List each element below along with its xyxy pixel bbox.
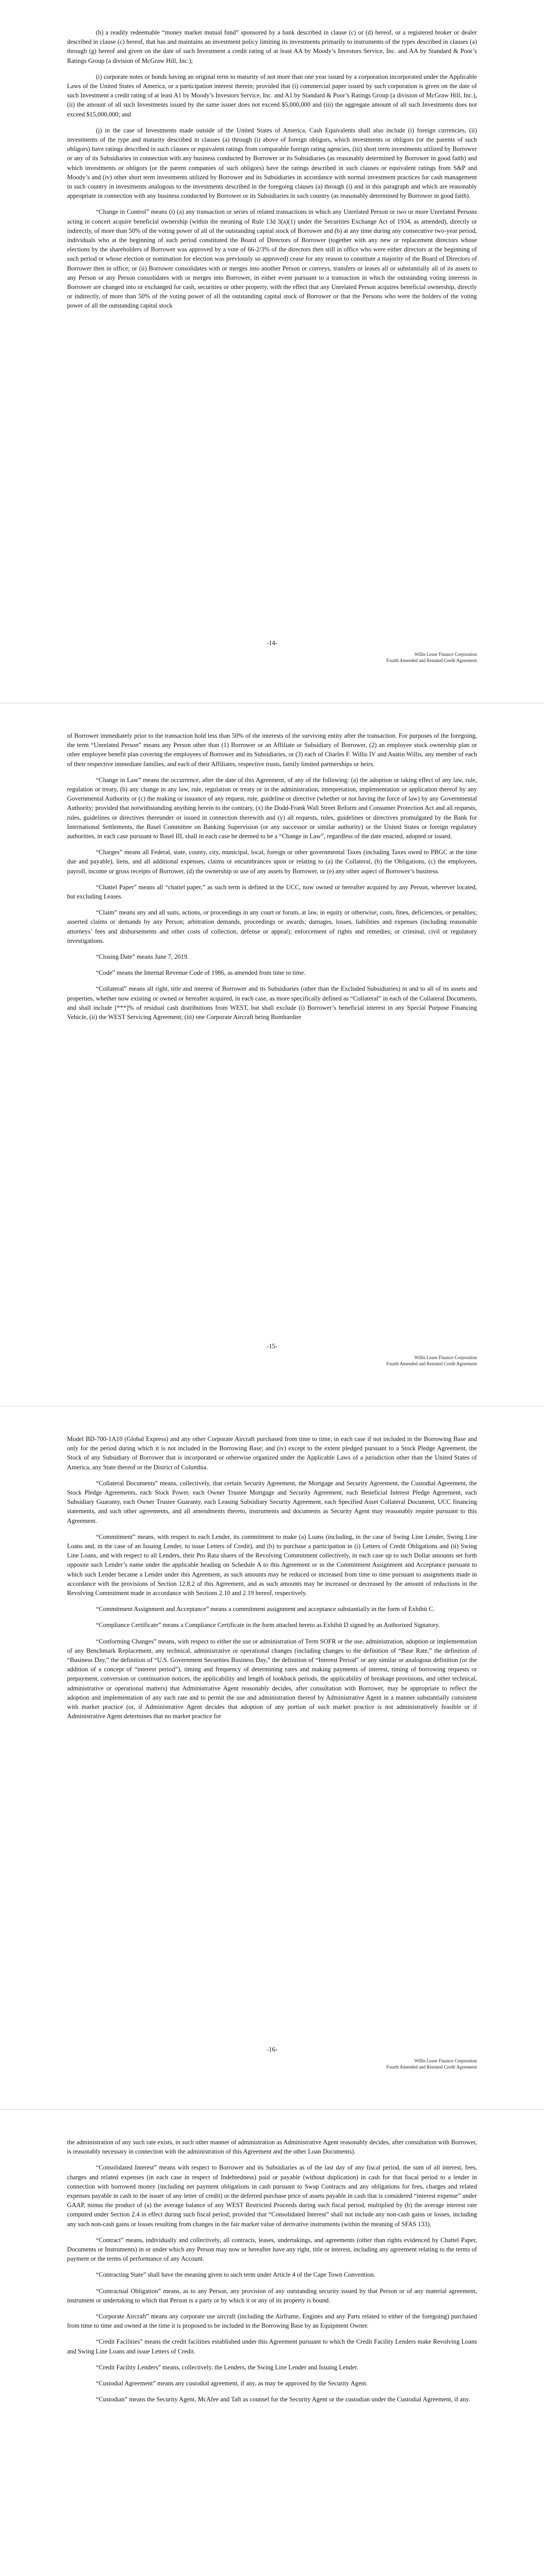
definition-contract: “Contract” means, individually and collectively, all contracts, leases, undertakings, and agreements (other than rights evidenced by Chattel Paper, Documents or Instruments) in or under which any Person may now or hereafter have any right, title or interest, including any agreement relating to the terms of payment or the terms of performance of any Account. — [67, 2236, 477, 2263]
definition-claim: “Claim” means any and all suits, actions, or proceedings in any court or forum, at law, in equity or otherwise; costs, fines, deficiencies, or penalties; asserted claims or demands by any Person; arbitration demands, proceedings or awards; damages, losses, liabilities and expenses (including reasonable attorneys’ fees and disbursements and other costs of collection, defense or appeal); enforcement of rights and remedies; or criminal, civil or regulatory investigations. — [67, 909, 477, 944]
definition-change-in-control-continued: of Borrower immediately prior to the transaction hold less than 50% of the interests of the surviving entity after the transaction. For purposes of the foregoing, the term “Unrelated Person” means any Person other than (1) Borrower or an Affiliate or Subsidiary of Borrower, (2) an employee stock ownership plan or other employee benefit plan covering the employees of Borrower and its Subsidiaries, or (3) each of Charles F. Willis IV and Austin Willis, any member of each of their respective immediate families, and each of their Affiliates, respective trusts, family limited partnerships or heirs. — [67, 732, 477, 768]
definition-contracting-state: “Contracting State” shall have the meaning given to such term under Article 4 of the Cape Town Convention. — [96, 2271, 375, 2279]
definition-collateral-documents: “Collateral Documents” means, collectively, that certain Security Agreement, the Mortgage and Security Agreement, the Custodial Agreement, the Stock Pledge Agreements, each Stock Power, each Owner Trustee Mortgage and Security Agreement, each Beneficial Interest Pledge Agreement, each Subsidiary Guaranty, each Owner Trustee Guaranty, each Leasing Subsidiary Security Agreement, each Specified Asset Collateral Document, UCC financing statements, and such other agreements, and all amendments thereto, instruments and documents as Security Agent may reasonably require pursuant to this Agreement. — [67, 1479, 477, 1524]
definition-custodial-agreement: “Custodial Agreement” means any custodial agreement, if any, as may be approved by the Security Agent. — [96, 2380, 368, 2387]
page-footer — [386, 1354, 477, 1367]
definition-closing-date: “Closing Date” means June 7, 2019. — [96, 953, 189, 961]
page-footer — [386, 2058, 477, 2070]
document-page-14 — [0, 0, 544, 703]
definition-contractual-obligation: “Contractual Obligation” means, as to any Person, any provision of any outstanding security issued by that Person or of any material agreement, instrument or undertaking to which that Person is a party or by which it or any of its property is bound. — [67, 2287, 477, 2304]
definition-commitment: “Commitment” means, with respect to each Lender, its commitment to make (a) Loans (including, in the case of Swing Line Lender, Swing Line Loans and, in the case of an Issuing Lender, to issue Letters of Credit), and (b) to purchase a participation in (i) Letters of Credit Obligations and (ii) Swing Line Loans, and with respect to all Lenders, their Pro Rata shares of the Revolving Commitment collectively, in each case up to such Dollar amounts set forth opposite such Lender’s name under the applicable heading on Schedule A to this Agreement or in the Commitment Assignment and Acceptance pursuant to which such Lender became a Lender under this Agreement, as such amounts may be reduced or increased from time to time pursuant to assignments made in accordance with the provisions of Section 12.8.2 of this Agreement, and as such amounts may be increased or decreased by the amount of reductions in the Revolving Commitment made in accordance with Sections 2.10 and 2.19 hereof, respectively. — [67, 1533, 477, 1597]
definition-conforming-changes-continued: the administration of any such rate exists, in such other manner of administration as Administrative Agent reasonably decides, after consultation with Borrower, is reasonably necessary in connection with the administration of this Agreement and the other Loan Documents). — [67, 2139, 477, 2156]
definition-collateral: “Collateral” means all right, title and interest of Borrower and its Subsidiaries (other than the Excluded Subsidiaries) in and to all of its assets and properties, whether now existing or owned or hereafter acquired, in each case, as more specifically defined as “Collateral” in each of the Collateral Documents, and shall include [***]% of residual cash distributions from WEST, but shall exclude (i) Borrower’s beneficial interest in any Special Purpose Financing Vehicle, (ii) the WEST Servicing Agreement; (iii) one Corporate Aircraft being Bombardier — [67, 985, 477, 1021]
document-page-15 — [0, 703, 544, 1406]
page-number: -16- — [267, 2046, 277, 2053]
definition-credit-facilities: “Credit Facilities” means the credit facilities established under this Agreement pursuant to which the Credit Facility Lenders make Revolving Loans and Swing Line Loans and issue Letters of Credit. — [67, 2338, 477, 2355]
page-number: -15- — [267, 1343, 277, 1350]
clause-j-foreign-investments: (j) in the case of Investments made outside of the United States of America, Cash Equivalents shall also include (i) foreign currencies, (ii) investments of the type and maturity described in clauses (a) through (i) above of foreign obligors, which investments or obligors (or the parents of such obligors) have ratings described in such clauses or equivalent ratings from comparable foreign rating agencies, (iii) short term investments utilized by Borrower or any of its Subsidiaries in connection with any business conducted by Borrower or its Subsidiaries (as reasonably determined by Borrower in good faith) and which investments or obligors (or the parent companies of such obligors) have the ratings described in such clauses or equivalent ratings from S&P and Moody’s and (iv) other short term investments utilized by Borrower and its Subsidiaries in accordance with normal investment practices for cash management in such country in investments analogous to the investments described in the foregoing clauses (a) through (i) and in this paragraph and which are reasonably appropriate in connection with any business conducted by Borrower or its Subsidiaries in such country (as reasonably determined by Borrower in good faith). — [67, 126, 477, 200]
footer-agreement-title: Fourth Amended and Restated Credit Agreement — [386, 658, 477, 663]
definition-conforming-changes: “Conforming Changes” means, with respect to either the use or administration of Term SOFR or the use, administration, adoption or implementation of any Benchmark Replacement, any technical, administrative or operational changes (including changes to the definition of “Base Rate,” the definition of “Business Day,” the definition of “U.S. Government Securities Business Day,” the definition of “Interest Period” or any similar or analogous definition (or the addition of a concept of “interest period”), timing and frequency of determining rates and making payments of interest, timing of borrowing requests or prepayment, conversion or continuation notices, the applicability and length of lookback periods, the applicability of breakage provisions, and other technical, administrative or operational matters) that Administrative Agent reasonably decides, after consultation with Borrower, may be appropriate to reflect the adoption and implementation of any such rate and to permit the use and administration thereof by Administrative Agent in a manner substantially consistent with market practice (or, if Administrative Agent decides that adoption of any portion of such market practice is not administratively feasible or if Administrative Agent determines that no market practice for — [67, 1637, 477, 1720]
definition-compliance-certificate: “Compliance Certificate” means a Compliance Certificate in the form attached hereto as Exhibit D signed by an Authorized Signatory. — [96, 1621, 440, 1629]
definition-corporate-aircraft: “Corporate Aircraft” means any corporate use aircraft (including the Airframe, Engines and any Parts related to either of the foregoing) purchased from time to time and owned at the time it is proposed to be included in the Borrowing Base by an Equipment Owner. — [67, 2313, 477, 2330]
footer-company: Willis Lease Finance Corporation — [414, 2058, 477, 2063]
footer-agreement-title: Fourth Amended and Restated Credit Agreement — [386, 1361, 477, 1366]
page-footer — [386, 651, 477, 664]
footer-company: Willis Lease Finance Corporation — [414, 1355, 477, 1360]
clause-h-money-market-fund: (h) a readily redeemable “money market mutual fund” sponsored by a bank described in clause (c) or (d) hereof, or a registered broker or dealer described in clause (c) hereof, that has and maintains an investment policy limiting its investments primarily to instruments of the types described in clauses (a) through (g) hereof and given on the date of such Investment a credit rating of at least AA by Moody’s Investors Service, Inc. and AA by Standard & Poor’s Ratings Group (a division of McGraw Hill, Inc.); — [67, 29, 477, 64]
clause-i-corporate-notes: (i) corporate notes or bonds having an original term to maturity of not more than one year issued by a corporation incorporated under the Applicable Laws of the United States of America, or a participation interest therein; provided that (i) commercial paper issued by such corporation is given on the date of such Investment a credit rating of at least A1 by Moody’s Investors Service, Inc. and A1 by Standard & Poor’s Ratings Group (a division of McGraw Hill, Inc.), (ii) the amount of all such Investments issued by the same issuer does not exceed $5,000,000 and (iii) the aggregate amount of all such Investments does not exceed $15,000,000; and — [67, 73, 477, 118]
footer-agreement-title: Fourth Amended and Restated Credit Agreement — [386, 2064, 477, 2070]
definition-custodian: “Custodian” means the Security Agent, McAfee and Taft as counsel for the Security Agent or the custodian under the Custodial Agreement, if any. — [96, 2396, 470, 2403]
definition-consolidated-interest: “Consolidated Interest” means with respect to Borrower and its Subsidiaries as of the last day of any fiscal period, the sum of all interest, fees, charges and related expenses (in each case in respect of Indebtedness) paid or payable (without duplication) in cash for that fiscal period to a lender in connection with borrowed money (including net payment obligations in cash pursuant to Swap Contracts and any obligations for fees, charges and related expenses payable in cash to the issuer of any letter of credit) or the deferred purchase price of assets payable in cash that is considered “interest expense” under GAAP, minus the product of (a) the average balance of any WEST Restricted Proceeds during such fiscal period, multiplied by (b) the average interest rate computed under Section 2.4 in effect during such fiscal period; provided that “Consolidated Interest” shall not include any non-cash gains or losses, including any such non-cash gains or losses resulting from changes in the fair market value of derivative instruments (within the meaning of SFAS 133). — [67, 2164, 477, 2228]
definition-change-in-law: “Change in Law” means the occurrence, after the date of this Agreement, of any of the following: (a) the adoption or taking effect of any law, rule, regulation or treaty, (b) any change in any law, rule, regulation or treaty or in the administration, interpretation, implementation or application thereof by any Governmental Authority or (c) the making or issuance of any request, rule, guideline or directive (whether or not having the force of law) by any Governmental Authority; provided that notwithstanding anything herein to the contrary, (x) the Dodd-Frank Wall Street Reform and Consumer Protection Act and all requests, rules, guidelines or directives thereunder or issued in connection therewith and (y) all requests, rules, guidelines or directives promulgated by the Bank for International Settlements, the Basel Committee on Banking Supervision (or any successor or similar authority) or the United States or foreign regulatory authorities, in each case pursuant to Basel III, shall in each case be deemed to be a “Change in Law”, regardless of the date enacted, adopted or issued. — [67, 776, 477, 840]
definition-credit-facility-lenders: “Credit Facility Lenders” means, collectively, the Lenders, the Swing Line Lender and Issuing Lender. — [96, 2363, 358, 2371]
page-number: -14- — [267, 639, 277, 647]
document-page-17 — [0, 2110, 544, 2576]
definition-charges: “Charges” means all Federal, state, county, city, municipal, local, foreign or other governmental Taxes (including Taxes owed to PBGC at the time due and payable), liens, and all additional expenses, claims or encumbrances upon or relating to (a) the Collateral, (b) the Obligations, (c) the employees, payroll, income or gross receipts of Borrower, (d) the ownership or use of any assets by Borrower, or (e) any other aspect of Borrower’s business. — [67, 849, 477, 875]
definition-code: “Code” means the Internal Revenue Code of 1986, as amended from time to time. — [96, 969, 306, 977]
definition-chattel-paper: “Chattel Paper” means all “chattel paper,” as such term is defined in the UCC, now owned or hereafter acquired by any Person, wherever located, but excluding Leases. — [67, 883, 477, 901]
footer-company: Willis Lease Finance Corporation — [414, 652, 477, 657]
definition-change-in-control: “Change in Control” means (i) (a) any transaction or series of related transactions in which any Unrelated Person or two or more Unrelated Persons acting in concert acquire beneficial ownership (within the meaning of Rule 13d 3(a)(1) under the Securities Exchange Act of 1934, as amended), directly or indirectly, of more than 50% of the voting power of all of the outstanding capital stock of Borrower and (b) at any time during any consecutive two-year period, individuals who at the beginning of such period constituted the Board of Directors of Borrower (together with any new or replacement directors whose elections by the shareholders of Borrower was approved by a vote of 66-2/3% of the directors then still in office who were either directors at the beginning of such period or whose election or nomination for election was previously so approved) cease for any reason to constitute a majority of the Board of Directors of Borrower then in office; or (ii) Borrower consolidates with or merges into another Person or conveys, transfers or leases all or substantially all of its assets to any Person or any Person consolidates with or merges into Borrower, in either event pursuant to a transaction in which the outstanding voting interests in Borrower are changed into or exchanged for cash, securities or other property, with the effect that any Unrelated Person acquires beneficial ownership, directly or indirectly, of more than 50% of the voting power of all the outstanding capital stock of Borrower or that the Persons who were the holders of the voting power of all the outstanding capital stock — [67, 208, 477, 310]
definition-collateral-continued: Model BD-700-1A10 (Global Express) and any other Corporate Aircraft purchased from time to time, in each case if not included in the Borrowing Base and only for the period during which it is not included in the Borrowing Base; and (iv) except to the extent pledged pursuant to a Stock Pledge Agreement, the Stock of any Subsidiary of Borrower that is incorporated or otherwise organized under the Applicable Laws of a jurisdiction other than the United States of America, any State thereof or the District of Columbia. — [67, 1435, 477, 1471]
definition-commitment-assignment: “Commitment Assignment and Acceptance” means a commitment assignment and acceptance substantially in the form of Exhibit C. — [96, 1605, 435, 1613]
document-page-16 — [0, 1406, 544, 2110]
